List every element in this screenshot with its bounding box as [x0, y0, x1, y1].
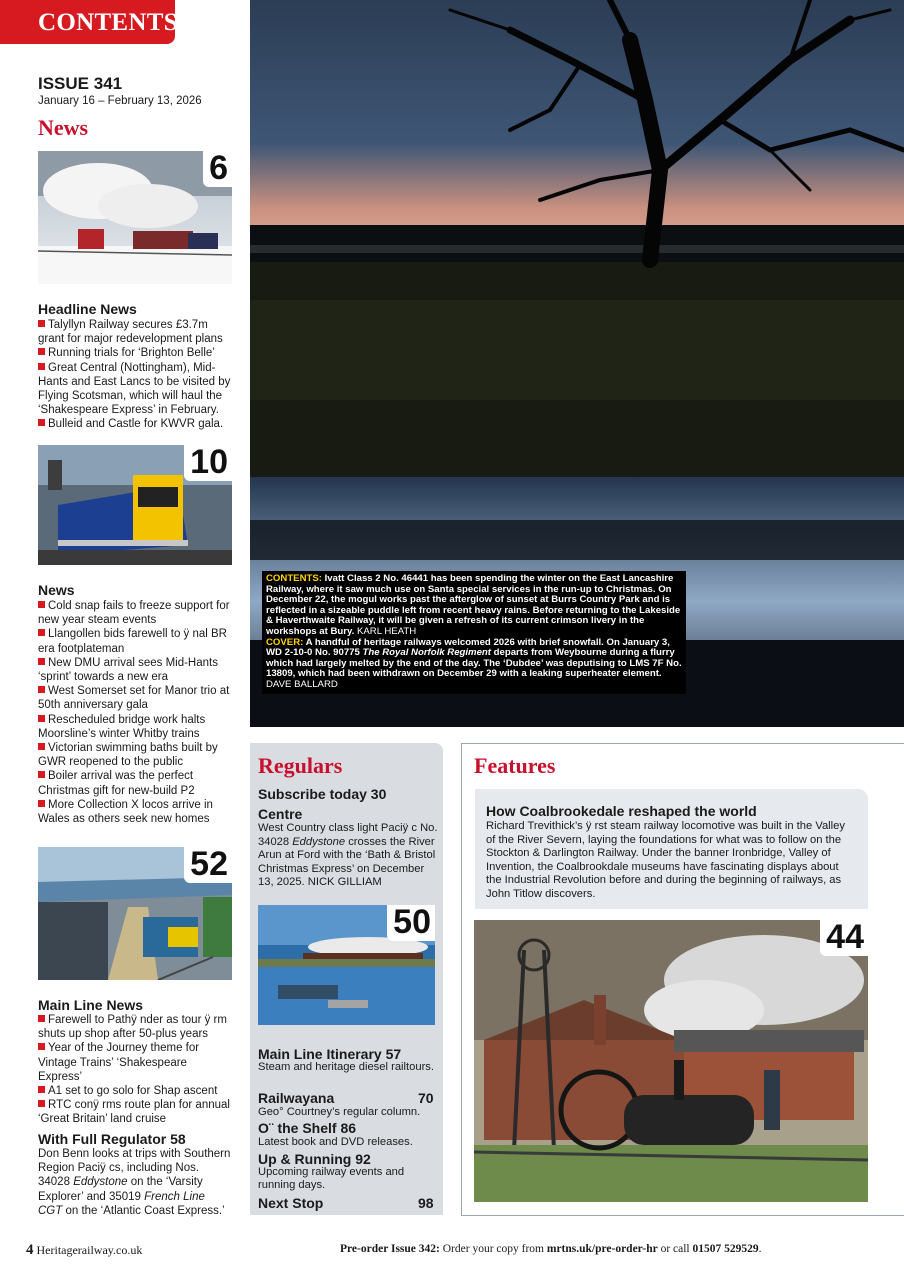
- centre-title: Centre: [258, 806, 303, 822]
- bullet-icon: [38, 1043, 45, 1050]
- footer-left: [26, 1242, 142, 1259]
- news-list: [38, 599, 232, 826]
- list-item: Farewell to Pathÿ nder as tour ÿ rm shuts up shop after 50-plus years: [38, 1014, 227, 1041]
- list-item: New DMU arrival sees Mid-Hants ‘sprint’ towards a new era: [38, 656, 218, 684]
- headline-news-title: Headline News: [38, 301, 137, 317]
- list-item: A1 set to go solo for Shap ascent: [38, 1084, 232, 1098]
- page-number-badge: 10: [184, 445, 232, 481]
- list-item: Running trials for ‘Brighton Belle’: [38, 346, 232, 360]
- bullet-icon: [38, 800, 45, 807]
- bullet-icon: [38, 1015, 45, 1022]
- page-number-badge: 52: [184, 847, 232, 883]
- running-title[interactable]: Up & Running 92: [258, 1151, 371, 1167]
- railwayana-title[interactable]: Railwayana: [258, 1090, 335, 1106]
- bullet-icon: [38, 686, 45, 693]
- bullet-icon: [38, 320, 45, 327]
- list-item: Cold snap fails to freeze support for new year steam events: [38, 600, 230, 627]
- railwayana-desc: Geo° Courtney’s regular column.: [258, 1106, 421, 1118]
- list-item: Year of the Journey theme for Vintage Trains’ ‘Shakespeare Express’: [38, 1042, 200, 1083]
- full-regulator-text: Don Benn looks at trips with Southern Region Paciÿ cs, including Nos. 34028 Eddystone on the ‘Varsity Explorer’ and 35019 French Line CGT on the ‘Atlantic Coast Express.’: [38, 1148, 231, 1217]
- next-stop-page: 98: [418, 1195, 434, 1211]
- main-line-news-list: [38, 1013, 232, 1127]
- news-heading: News: [38, 115, 89, 140]
- bullet-icon: [38, 348, 45, 355]
- bullet-icon: [38, 629, 45, 636]
- site-link[interactable]: Heritagerailway.co.uk: [36, 1243, 143, 1257]
- phone-number: 01507 529529: [692, 1243, 759, 1255]
- preorder-link[interactable]: mrtns.uk/pre-order-hr: [546, 1243, 658, 1255]
- full-regulator-title: With Full Regulator 58: [38, 1131, 186, 1147]
- thumb-page-6[interactable]: [38, 151, 232, 284]
- thumb-page-52[interactable]: [38, 847, 232, 980]
- list-item: Llangollen bids farewell to ÿ nal BR era footplateman: [38, 628, 227, 655]
- thumb-page-50[interactable]: [258, 905, 435, 1025]
- bullet-icon: [38, 363, 45, 370]
- itinerary-desc: Steam and heritage diesel railtours.: [258, 1061, 434, 1073]
- bullet-icon: [38, 771, 45, 778]
- next-stop-title[interactable]: Next Stop: [258, 1195, 324, 1211]
- feature-text: Richard Trevithick’s ÿ rst steam railway locomotive was built in the Valley of the River Severn, laying the foundations for what was to follow on the Stockton & Darlington Railway. Under the banner Ironbridge, Valley of Invention, the Coalbrookdale museums have fascinating displays about the Industrial Revolution before and during the beginning of railways, as John Titlow discovers.: [486, 820, 845, 900]
- page-number-badge: 6: [203, 151, 232, 187]
- page-number-badge: 50: [387, 905, 435, 941]
- list-item: Victorian swimming baths built by GWR reopened to the public: [38, 742, 218, 769]
- thumb-page-44[interactable]: [474, 920, 868, 1202]
- issue-dates: January 16 – February 13, 2026: [38, 95, 202, 107]
- bullet-icon: [38, 601, 45, 608]
- list-item: Talyllyn Railway secures £3.7m grant for major redevelopment plans: [38, 319, 223, 346]
- feature-title[interactable]: How Coalbrookedale reshaped the world: [486, 803, 757, 819]
- issue-number: ISSUE 341: [38, 74, 123, 93]
- list-item: Great Central (Nottingham), Mid-Hants and East Lancs to be visited by Flying Scotsman, which will haul the ‘Shakespeare Express’ in February.: [38, 361, 231, 417]
- list-item: More Collection X locos arrive in Wales as others seek new homes: [38, 798, 213, 826]
- railwayana-page: 70: [418, 1090, 434, 1106]
- footer-preorder: Pre-order Issue 342: Order your copy from mrtns.uk/pre-order-hr or call 01507 529529.: [340, 1243, 762, 1255]
- headline-news-list: [38, 318, 232, 432]
- shelf-title[interactable]: O¨ the Shelf 86: [258, 1120, 357, 1136]
- bullet-icon: [38, 743, 45, 750]
- list-item: West Somerset set for Manor trio at 50th anniversary gala: [38, 685, 230, 712]
- main-line-news-title: Main Line News: [38, 997, 144, 1013]
- bullet-icon: [38, 715, 45, 722]
- list-item: RTC conÿ rms route plan for annual ‘Great Britain’ land cruise: [38, 1099, 230, 1126]
- page-number-badge: 44: [820, 920, 868, 956]
- features-heading: Features: [474, 753, 556, 778]
- bullet-icon: [38, 658, 45, 665]
- trevithick-locomotive-image: [474, 920, 868, 1202]
- bullet-icon: [38, 1100, 45, 1107]
- shelf-desc: Latest book and DVD releases.: [258, 1136, 413, 1148]
- page-number: 4: [26, 1242, 34, 1258]
- list-item: Boiler arrival was the perfect Christmas gift for new-build P2: [38, 770, 195, 797]
- news-title: News: [38, 582, 75, 598]
- list-item: Bulleid and Castle for KWVR gala.: [38, 417, 232, 431]
- centre-caption: West Country class light Paciÿ c No. 34028 Eddystone crosses the River Arun at Ford with the ‘Bath & Bristol Christmas Express’ on December 13, 2025. NICK GILLIAM: [258, 822, 438, 889]
- list-item: Rescheduled bridge work halts Moorsline’s winter Whitby trains: [38, 713, 206, 740]
- subscribe-title[interactable]: Subscribe today 30: [258, 786, 387, 802]
- photo-caption: CONTENTS: Ivatt Class 2 No. 46441 has been spending the winter on the East Lancashire Railway, where it saw much use on Santa special services in the run-up to Christmas. On December 22, the mogul works past the afterglow of sunset at Burrs Country Park and is reflected in a sizeable puddle left from recent heavy rains. Before returning to the Lakeside & Haverthwaite Railway, it will be given a refresh of its current crimson livery in the workshops at Bury. KARL HEATH COVER: A handful of heritage railways welcomed 2026 with brief snowfall. On January 3, WD 2-10-0 No. 90775 The Royal Norfolk Regiment departs from Weybourne during a flurry which had largely melted by the end of the day. The ‘Dubdee’ was deputising to LMS 7F No. 13809, which had been withdrawn on December 29 with a leaking superheater element. DAVE BALLARD: [262, 571, 686, 694]
- regulars-heading: Regulars: [258, 753, 343, 778]
- thumb-page-10[interactable]: [38, 445, 232, 565]
- bullet-icon: [38, 419, 45, 426]
- itinerary-title[interactable]: Main Line Itinerary 57: [258, 1046, 402, 1062]
- running-desc: Upcoming railway events and running days.: [258, 1166, 405, 1191]
- contents-tab: CONTENTS: [0, 0, 175, 44]
- bullet-icon: [38, 1086, 45, 1093]
